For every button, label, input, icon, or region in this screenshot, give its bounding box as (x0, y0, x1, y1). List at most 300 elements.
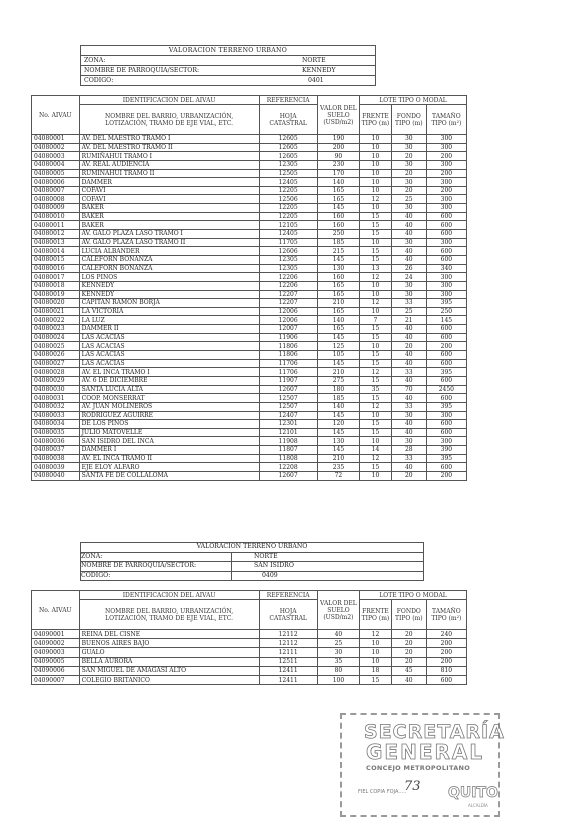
cell-no: 04080034 (32, 420, 80, 429)
cell-no: 04080019 (32, 290, 80, 299)
cell-valor: 160 (317, 212, 359, 221)
cell-ref: 11908 (259, 437, 317, 446)
table-row (32, 368, 467, 377)
cell-tamano: 600 (426, 359, 466, 368)
cell-tamano: 300 (426, 195, 466, 204)
cell-valor: 140 (317, 316, 359, 325)
zona-value: NORTE (232, 552, 424, 562)
cell-fondo: 26 (391, 264, 426, 273)
cell-fondo: 40 (391, 675, 426, 684)
cell-frente: 15 (360, 675, 392, 684)
cell-frente: 15 (360, 333, 392, 342)
cell-tamano: 2450 (426, 385, 466, 394)
cell-name: AV. GALO PLAZA LASO TRAMO I (79, 230, 259, 239)
cell-name: BUENOS AIRES BAJO (79, 639, 259, 648)
table-row (32, 221, 467, 230)
cell-fondo: 30 (391, 281, 426, 290)
header-frente: FRENTE TIPO (m) (360, 600, 392, 630)
cell-valor: 130 (317, 264, 359, 273)
zona-label: ZONA: (81, 56, 267, 66)
cell-tamano: 300 (426, 281, 466, 290)
cell-tamano: 395 (426, 454, 466, 463)
cell-valor: 160 (317, 221, 359, 230)
header-ident-sub: NOMBRE DEL BARRIO, URBANIZACIÓN, LOTIZACIÓN, TRAMO DE EJE VIAL, ETC. (79, 105, 259, 135)
quito-logo: QUITO (448, 785, 498, 801)
cell-name: COLEGIO BRITANICO (79, 675, 259, 684)
cell-fondo: 24 (391, 273, 426, 282)
cell-valor: 145 (317, 359, 359, 368)
cell-tamano: 300 (426, 238, 466, 247)
cell-frente: 10 (360, 160, 392, 169)
cell-ref: 11907 (259, 376, 317, 385)
cell-fondo: 30 (391, 143, 426, 152)
cell-valor: 140 (317, 178, 359, 187)
cell-tamano: 600 (426, 675, 466, 684)
cell-fondo: 20 (391, 639, 426, 648)
table-row (32, 666, 467, 675)
cell-name: SAN ISIDRO DEL INCA (79, 437, 259, 446)
cell-ref: 11906 (259, 333, 317, 342)
cell-fondo: 20 (391, 169, 426, 178)
aivau-table-kennedy (31, 95, 467, 481)
cell-fondo: 40 (391, 394, 426, 403)
cell-valor: 230 (317, 160, 359, 169)
cell-name: BAKER (79, 221, 259, 230)
cell-name: AV. DEL MAESTRO TRAMO II (79, 143, 259, 152)
cell-valor: 210 (317, 454, 359, 463)
cell-ref: 12605 (259, 143, 317, 152)
cell-ref: 12205 (259, 186, 317, 195)
cell-no: 04080022 (32, 316, 80, 325)
cell-fondo: 40 (391, 351, 426, 360)
table-row (32, 281, 467, 290)
table-row (32, 160, 467, 169)
table-row (32, 351, 467, 360)
cell-fondo: 20 (391, 648, 426, 657)
header-fondo: FONDO TIPO (m) (391, 105, 426, 135)
cell-no: 04080020 (32, 299, 80, 308)
cell-valor: 210 (317, 299, 359, 308)
cell-name: LA VICTORIA (79, 307, 259, 316)
cell-ref: 12605 (259, 135, 317, 144)
cell-no: 04080011 (32, 221, 80, 230)
cell-fondo: 40 (391, 463, 426, 472)
cell-tamano: 600 (426, 255, 466, 264)
cell-ref: 12511 (259, 657, 317, 666)
cell-valor: 185 (317, 238, 359, 247)
cell-ref: 12206 (259, 273, 317, 282)
cell-fondo: 33 (391, 299, 426, 308)
cell-valor: 200 (317, 143, 359, 152)
cell-fondo: 20 (391, 630, 426, 639)
cell-frente: 14 (360, 446, 392, 455)
cell-frente: 10 (360, 342, 392, 351)
table-row (32, 152, 467, 161)
table-row (32, 454, 467, 463)
table-row (32, 212, 467, 221)
cell-tamano: 200 (426, 639, 466, 648)
header-tamano: TAMAÑO TIPO (m²) (426, 105, 466, 135)
header-valor: VALOR DEL SUELO (USD/m2) (317, 591, 359, 630)
cell-no: 04080036 (32, 437, 80, 446)
cell-frente: 10 (360, 178, 392, 187)
codigo-value: 0409 (232, 571, 424, 581)
cell-ref: 12206 (259, 281, 317, 290)
header-tamano: TAMAÑO TIPO (m²) (426, 600, 466, 630)
cell-no: 04090001 (32, 630, 80, 639)
cell-no: 04080026 (32, 351, 80, 360)
cell-name: CALEFORN BONANZA (79, 255, 259, 264)
cell-tamano: 600 (426, 394, 466, 403)
cell-name: KENNEDY (79, 290, 259, 299)
table-row (32, 437, 467, 446)
zona-value: NORTE (266, 56, 376, 66)
cell-valor: 140 (317, 402, 359, 411)
stamp-line-general: GENERAL (366, 740, 485, 764)
cell-tamano: 600 (426, 221, 466, 230)
cell-name: LOS PINOS (79, 273, 259, 282)
table-row (32, 290, 467, 299)
cell-fondo: 40 (391, 212, 426, 221)
table-row (32, 264, 467, 273)
cell-valor: 250 (317, 230, 359, 239)
table-row (32, 675, 467, 684)
cell-no: 04080018 (32, 281, 80, 290)
table-row (32, 230, 467, 239)
header-fondo: FONDO TIPO (m) (391, 600, 426, 630)
cell-ref: 11807 (259, 446, 317, 455)
cell-tamano: 240 (426, 630, 466, 639)
cell-fondo: 25 (391, 307, 426, 316)
cell-tamano: 300 (426, 273, 466, 282)
cell-tamano: 600 (426, 212, 466, 221)
cell-name: LUCIA ALBANDER (79, 247, 259, 256)
cell-no: 04090002 (32, 639, 80, 648)
cell-name: RODRIGUEZ AGUIRRE (79, 411, 259, 420)
cell-ref: 11706 (259, 359, 317, 368)
header-ref: REFERENCIA (259, 591, 317, 600)
cell-valor: 145 (317, 428, 359, 437)
cell-fondo: 40 (391, 333, 426, 342)
cell-valor: 125 (317, 342, 359, 351)
table-row (32, 238, 467, 247)
cell-no: 04080035 (32, 428, 80, 437)
table-row (32, 255, 467, 264)
cell-frente: 15 (360, 255, 392, 264)
cell-name: BAKER (79, 212, 259, 221)
stamp-small-text: ALCALDÍA (468, 803, 488, 808)
table-row (32, 333, 467, 342)
cell-ref: 12305 (259, 255, 317, 264)
cell-tamano: 200 (426, 648, 466, 657)
header-ref-sub: HOJA CATASTRAL (259, 600, 317, 630)
cell-frente: 10 (360, 169, 392, 178)
cell-valor: 35 (317, 657, 359, 666)
cell-no: 04080039 (32, 463, 80, 472)
table-row (32, 394, 467, 403)
cell-fondo: 20 (391, 186, 426, 195)
cell-valor: 30 (317, 648, 359, 657)
cell-name: AV. JUAN MOLINEROS (79, 402, 259, 411)
header-ident-sub: NOMBRE DEL BARRIO, URBANIZACIÓN, LOTIZACIÓN, TRAMO DE EJE VIAL, ETC. (79, 600, 259, 630)
cell-no: 04080030 (32, 385, 80, 394)
cell-no: 04080028 (32, 368, 80, 377)
cell-frente: 12 (360, 273, 392, 282)
cell-tamano: 300 (426, 204, 466, 213)
cell-ref: 12407 (259, 411, 317, 420)
cell-no: 04080007 (32, 186, 80, 195)
header-valor: VALOR DEL SUELO (USD/m2) (317, 96, 359, 135)
cell-ref: 11808 (259, 454, 317, 463)
cell-ref: 12101 (259, 428, 317, 437)
cell-valor: 275 (317, 376, 359, 385)
cell-name: AV. EL INCA TRAMO II (79, 454, 259, 463)
cell-frente: 10 (360, 471, 392, 480)
stamp-handwritten-number: 73 (404, 779, 421, 794)
cell-tamano: 395 (426, 402, 466, 411)
cell-name: DAMMER (79, 178, 259, 187)
cell-fondo: 70 (391, 385, 426, 394)
cell-no: 04090006 (32, 666, 80, 675)
table-row (32, 463, 467, 472)
cell-frente: 15 (360, 394, 392, 403)
header-lote: LOTE TIPO O MODAL (360, 96, 467, 105)
cell-no: 04080038 (32, 454, 80, 463)
cell-name: KENNEDY (79, 281, 259, 290)
cell-frente: 12 (360, 454, 392, 463)
cell-fondo: 40 (391, 359, 426, 368)
header-no: No. AIVAU (32, 96, 80, 135)
table-row (32, 411, 467, 420)
cell-ref: 12411 (259, 666, 317, 675)
cell-fondo: 30 (391, 437, 426, 446)
cell-tamano: 600 (426, 428, 466, 437)
cell-frente: 10 (360, 135, 392, 144)
stamp-line-secretaria: SECRETARÍA (364, 721, 505, 743)
cell-ref: 12207 (259, 290, 317, 299)
cell-tamano: 600 (426, 230, 466, 239)
cell-name: AV. DEL MAESTRO TRAMO I (79, 135, 259, 144)
cell-frente: 15 (360, 428, 392, 437)
cell-fondo: 33 (391, 454, 426, 463)
cell-name: BAKER (79, 204, 259, 213)
cell-fondo: 40 (391, 376, 426, 385)
table-row (32, 420, 467, 429)
cell-fondo: 20 (391, 342, 426, 351)
cell-valor: 145 (317, 446, 359, 455)
cell-frente: 15 (360, 376, 392, 385)
cell-name: SANTA FE DE COLLALOMA (79, 471, 259, 480)
cell-valor: 165 (317, 281, 359, 290)
header-lote: LOTE TIPO O MODAL (360, 591, 467, 600)
cell-no: 04080029 (32, 376, 80, 385)
cell-frente: 12 (360, 402, 392, 411)
cell-tamano: 200 (426, 169, 466, 178)
cell-frente: 15 (360, 359, 392, 368)
cell-no: 04080014 (32, 247, 80, 256)
cell-valor: 185 (317, 394, 359, 403)
cell-tamano: 300 (426, 160, 466, 169)
cell-frente: 10 (360, 657, 392, 666)
cell-name: CALEFORN BONANZA (79, 264, 259, 273)
table-row (32, 648, 467, 657)
table-row (32, 428, 467, 437)
cell-fondo: 40 (391, 428, 426, 437)
cell-ref: 12007 (259, 325, 317, 334)
cell-no: 04080009 (32, 204, 80, 213)
cell-fondo: 20 (391, 152, 426, 161)
cell-valor: 145 (317, 333, 359, 342)
cell-frente: 15 (360, 420, 392, 429)
cell-fondo: 30 (391, 204, 426, 213)
cell-valor: 145 (317, 204, 359, 213)
official-stamp (340, 713, 505, 817)
cell-fondo: 40 (391, 255, 426, 264)
parroquia-value: KENNEDY (266, 66, 376, 76)
parroquia-label: NOMBRE DE PARROQUIA/SECTOR: (81, 66, 267, 76)
cell-no: 04080027 (32, 359, 80, 368)
cell-ref: 12507 (259, 394, 317, 403)
table-body (32, 135, 467, 481)
cell-valor: 170 (317, 169, 359, 178)
cell-ref: 12111 (259, 648, 317, 657)
parroquia-label: NOMBRE DE PARROQUIA/SECTOR: (81, 562, 232, 572)
table-row (32, 195, 467, 204)
cell-no: 04080037 (32, 446, 80, 455)
cell-frente: 13 (360, 264, 392, 273)
cell-frente: 10 (360, 238, 392, 247)
cell-name: COFAVI (79, 195, 259, 204)
cell-tamano: 340 (426, 264, 466, 273)
cell-ref: 12507 (259, 402, 317, 411)
cell-frente: 15 (360, 230, 392, 239)
cell-fondo: 30 (391, 411, 426, 420)
cell-frente: 10 (360, 186, 392, 195)
cell-ref: 11806 (259, 342, 317, 351)
cell-valor: 235 (317, 463, 359, 472)
cell-frente: 12 (360, 630, 392, 639)
cell-ref: 12506 (259, 195, 317, 204)
cell-no: 04080024 (32, 333, 80, 342)
cell-frente: 35 (360, 385, 392, 394)
cell-tamano: 300 (426, 178, 466, 187)
cell-no: 04080004 (32, 160, 80, 169)
table-row (32, 325, 467, 334)
codigo-label: CODIGO: (81, 571, 232, 581)
table-row (32, 657, 467, 666)
cell-valor: 130 (317, 437, 359, 446)
cell-name: DAMMER II (79, 325, 259, 334)
cell-no: 04080021 (32, 307, 80, 316)
cell-ref: 12207 (259, 299, 317, 308)
table-row (32, 169, 467, 178)
cell-tamano: 300 (426, 143, 466, 152)
table-row (32, 178, 467, 187)
cell-ref: 11705 (259, 238, 317, 247)
cell-valor: 105 (317, 351, 359, 360)
cell-tamano: 600 (426, 333, 466, 342)
cell-no: 04080005 (32, 169, 80, 178)
cell-fondo: 20 (391, 657, 426, 666)
cell-frente: 15 (360, 463, 392, 472)
cell-tamano: 300 (426, 290, 466, 299)
cell-fondo: 30 (391, 178, 426, 187)
cell-fondo: 33 (391, 402, 426, 411)
table-row (32, 639, 467, 648)
cell-ref: 12105 (259, 221, 317, 230)
cell-frente: 10 (360, 437, 392, 446)
cell-fondo: 30 (391, 160, 426, 169)
cell-ref: 12205 (259, 204, 317, 213)
cell-name: JULIO MATOVELLE (79, 428, 259, 437)
cell-ref: 12112 (259, 630, 317, 639)
header-frente: FRENTE TIPO (m) (360, 105, 392, 135)
stamp-line-concejo: CONCEJO METROPOLITANO (366, 764, 471, 772)
table-row (32, 143, 467, 152)
cell-no: 04090003 (32, 648, 80, 657)
valuation-header-1 (80, 45, 376, 86)
cell-name: SAN MIGUEL DE AMAGASI ALTO (79, 666, 259, 675)
cell-no: 04080012 (32, 230, 80, 239)
section-title: VALORACION TERRENO URBANO (81, 46, 376, 56)
cell-valor: 165 (317, 290, 359, 299)
cell-valor: 145 (317, 255, 359, 264)
cell-no: 04080032 (32, 402, 80, 411)
cell-fondo: 45 (391, 666, 426, 675)
cell-valor: 120 (317, 420, 359, 429)
cell-no: 04090007 (32, 675, 80, 684)
aivau-table-san-isidro (31, 590, 467, 685)
cell-no: 04080033 (32, 411, 80, 420)
cell-valor: 215 (317, 247, 359, 256)
table-row (32, 273, 467, 282)
cell-tamano: 200 (426, 342, 466, 351)
cell-ref: 12405 (259, 230, 317, 239)
zona-label: ZONA: (81, 552, 232, 562)
cell-name: LAS ACACIAS (79, 342, 259, 351)
cell-valor: 40 (317, 630, 359, 639)
cell-name: REINA DEL CISNE (79, 630, 259, 639)
cell-frente: 10 (360, 281, 392, 290)
table-row (32, 135, 467, 144)
cell-ref: 12112 (259, 639, 317, 648)
table-row (32, 186, 467, 195)
header-no: No. AIVAU (32, 591, 80, 630)
cell-ref: 12405 (259, 178, 317, 187)
cell-fondo: 30 (391, 238, 426, 247)
cell-name: AV. GALO PLAZA LASO TRAMO II (79, 238, 259, 247)
table-row (32, 402, 467, 411)
codigo-label: CODIGO: (81, 76, 267, 86)
cell-tamano: 200 (426, 152, 466, 161)
table-row (32, 471, 467, 480)
cell-valor: 80 (317, 666, 359, 675)
table-row (32, 630, 467, 639)
cell-ref: 12411 (259, 675, 317, 684)
cell-frente: 10 (360, 648, 392, 657)
cell-ref: 12606 (259, 247, 317, 256)
cell-valor: 165 (317, 307, 359, 316)
cell-no: 04080006 (32, 178, 80, 187)
cell-ref: 12006 (259, 307, 317, 316)
cell-ref: 12208 (259, 463, 317, 472)
cell-fondo: 40 (391, 221, 426, 230)
cell-frente: 15 (360, 221, 392, 230)
cell-ref: 11706 (259, 368, 317, 377)
cell-frente: 18 (360, 666, 392, 675)
cell-name: LA LUZ (79, 316, 259, 325)
cell-name: GUALO (79, 648, 259, 657)
